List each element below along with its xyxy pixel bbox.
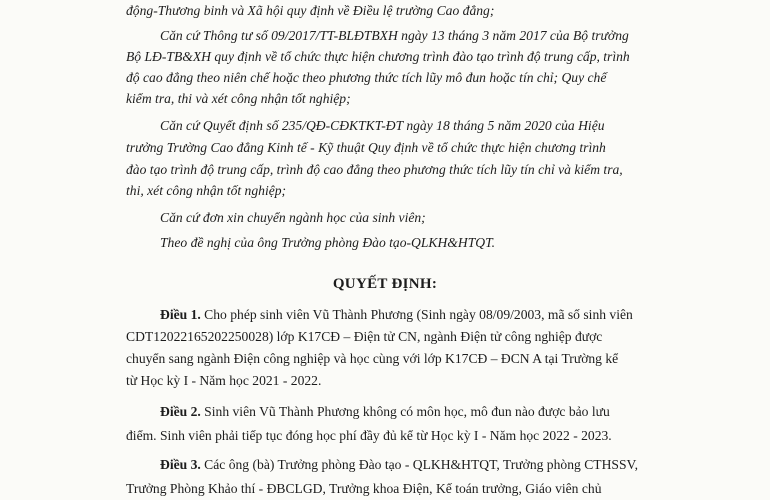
article-1-text-4: từ Học kỳ I - Năm học 2021 - 2022. <box>126 373 322 388</box>
article-3-text-1: Các ông (bà) Trưởng phòng Đào tạo - QLKH&HTQT, Trưởng phòng CTHSSV, <box>200 457 638 472</box>
basis-line-8: đào tạo trình độ trung cấp, trình độ cao đẳng theo phương thức tích lũy tín chỉ và kiểm tra, <box>126 162 623 177</box>
basis-line-6: Căn cứ Quyết định số 235/QĐ-CĐKTKT-ĐT ngày 18 tháng 5 năm 2020 của Hiệu <box>160 118 605 133</box>
basis-line-2: Căn cứ Thông tư số 09/2017/TT-BLĐTBXH ngày 13 tháng 3 năm 2017 của Bộ trưởng <box>160 28 629 43</box>
article-3-first-line <box>160 456 638 474</box>
basis-line-5: kiểm tra, thi và xét công nhận tốt nghiệp; <box>126 91 351 106</box>
article-2-label: Điều 2. <box>160 404 201 419</box>
basis-line-10: Căn cứ đơn xin chuyển ngành học của sinh viên; <box>160 210 426 225</box>
basis-line-4: độ cao đẳng theo niên chế hoặc theo phương thức tích lũy mô đun hoặc tín chỉ; Quy chế <box>126 70 607 85</box>
basis-line-9: thi, xét công nhận tốt nghiệp; <box>126 183 287 198</box>
article-2-text-1: Sinh viên Vũ Thành Phương không có môn học, mô đun nào được bảo lưu <box>200 404 610 419</box>
basis-line-11: Theo đề nghị của ông Trưởng phòng Đào tạo-QLKH&HTQT. <box>160 235 496 250</box>
article-1-text-2: CDT12022165202250028) lớp K17CĐ – Điện tử CN, ngành Điện tử công nghiệp được <box>126 329 603 344</box>
article-2-text-2: điểm. Sinh viên phải tiếp tục đóng học phí đầy đủ kể từ Học kỳ I - Năm học 2022 - 2023. <box>126 428 612 443</box>
article-1-text-1: Cho phép sinh viên Vũ Thành Phương (Sinh ngày 08/09/2003, mã số sinh viên <box>200 307 633 322</box>
decision-heading: QUYẾT ĐỊNH: <box>332 276 438 292</box>
basis-line-1: động-Thương binh và Xã hội quy định về Điều lệ trường Cao đẳng; <box>126 3 495 18</box>
basis-line-3: Bộ LĐ-TB&XH quy định về tổ chức thực hiện chương trình đào tạo trình độ trung cấp, trình <box>126 49 630 64</box>
article-2-first-line <box>160 403 610 421</box>
article-1-first-line <box>160 306 633 324</box>
article-3-label: Điều 3. <box>160 457 201 472</box>
basis-line-7: trưởng Trường Cao đẳng Kinh tế - Kỹ thuật Quy định về tổ chức thực hiện chương trình <box>126 140 606 155</box>
article-1-text-3: chuyển sang ngành Điện công nghiệp và học cùng với lớp K17CĐ – ĐCN A tại Trường kể <box>126 351 619 366</box>
article-3-text-2: Trưởng Phòng Khảo thí - ĐBCLGD, Trưởng khoa Điện, Kế toán trưởng, Giáo viên chủ <box>126 481 602 496</box>
article-1-label: Điều 1. <box>160 307 201 322</box>
